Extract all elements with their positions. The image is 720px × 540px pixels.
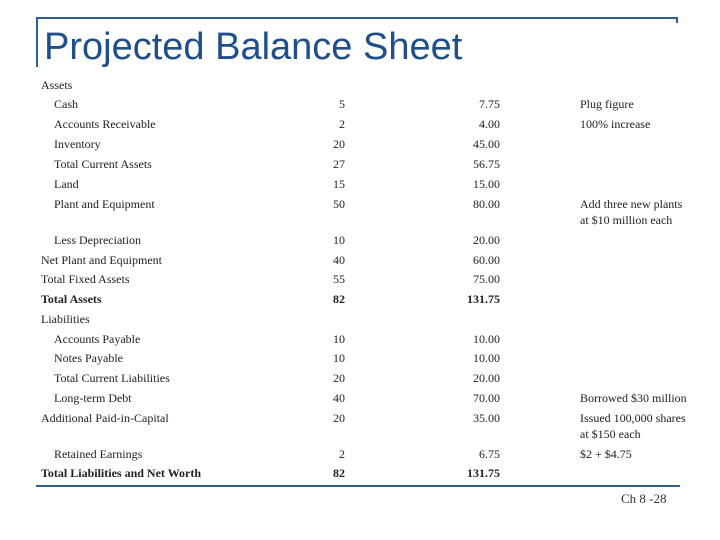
row-value-current: 20 — [333, 137, 345, 151]
row-note: 100% increase — [580, 117, 651, 131]
row-value-projected: 45.00 — [473, 137, 500, 151]
row-value-current: 15 — [333, 177, 345, 191]
row-note: Issued 100,000 shares — [580, 411, 686, 425]
row-label: Land — [54, 177, 79, 191]
row-value-current: 82 — [333, 292, 345, 306]
row-label: Total Assets — [41, 292, 102, 306]
row-value-projected: 131.75 — [467, 292, 500, 306]
row-value-current: 2 — [339, 447, 345, 461]
table-row-cash — [0, 97, 720, 111]
row-value-current: 2 — [339, 117, 345, 131]
row-value-current: 40 — [333, 253, 345, 267]
row-value-projected: 131.75 — [467, 466, 500, 480]
footer-rule — [36, 485, 680, 487]
row-label: Cash — [54, 97, 78, 111]
row-value-current: 40 — [333, 391, 345, 405]
table-row-accounts-payable — [0, 332, 720, 346]
row-value-current: 50 — [333, 197, 345, 211]
row-label: Total Current Liabilities — [54, 371, 170, 385]
table-row-less-depreciation — [0, 233, 720, 247]
row-value-projected: 6.75 — [479, 447, 500, 461]
row-label: Total Liabilities and Net Worth — [41, 466, 202, 480]
row-label: Accounts Receivable — [54, 117, 156, 131]
row-value-projected: 20.00 — [473, 371, 500, 385]
row-label: Total Current Assets — [54, 157, 152, 171]
row-label: Less Depreciation — [54, 233, 141, 247]
row-label: Retained Earnings — [54, 447, 143, 461]
table-row-liabilities-heading — [0, 312, 720, 326]
row-label: Plant and Equipment — [54, 197, 155, 211]
table-row-retained-earnings — [0, 447, 720, 461]
row-value-current: 10 — [333, 332, 345, 346]
table-row-long-term-debt — [0, 391, 720, 405]
table-row-inventory — [0, 137, 720, 151]
row-value-projected: 80.00 — [473, 197, 500, 211]
table-row-total-current-assets — [0, 157, 720, 171]
row-value-current: 82 — [333, 466, 345, 480]
row-value-current: 5 — [339, 97, 345, 111]
row-value-projected: 15.00 — [473, 177, 500, 191]
row-value-projected: 10.00 — [473, 351, 500, 365]
row-note-continued: at $150 each — [580, 427, 641, 441]
row-label: Additional Paid-in-Capital — [41, 411, 169, 425]
row-value-current: 27 — [333, 157, 345, 171]
page-number: Ch 8 -28 — [621, 491, 667, 506]
row-value-current: 55 — [333, 272, 345, 286]
row-value-projected: 70.00 — [473, 391, 500, 405]
row-label: Assets — [41, 78, 73, 92]
row-value-projected: 56.75 — [473, 157, 500, 171]
row-value-projected: 75.00 — [473, 272, 500, 286]
table-row-net-plant-and-equipment — [0, 253, 720, 267]
row-value-projected: 20.00 — [473, 233, 500, 247]
row-label: Long-term Debt — [54, 391, 132, 405]
row-value-projected: 60.00 — [473, 253, 500, 267]
table-row-assets-heading — [0, 78, 720, 92]
row-label: Liabilities — [41, 312, 90, 326]
table-row-total-assets — [0, 292, 720, 306]
page-title: Projected Balance Sheet — [44, 26, 463, 68]
row-value-current: 20 — [333, 411, 345, 425]
row-value-projected: 4.00 — [479, 117, 500, 131]
table-row-total-fixed-assets — [0, 272, 720, 286]
row-value-projected: 10.00 — [473, 332, 500, 346]
row-label: Notes Payable — [54, 351, 123, 365]
row-note-continued: at $10 million each — [580, 213, 673, 227]
row-value-current: 20 — [333, 371, 345, 385]
table-row-accounts-receivable — [0, 117, 720, 131]
row-label: Net Plant and Equipment — [41, 253, 162, 267]
table-row-land — [0, 177, 720, 191]
row-note: Plug figure — [580, 97, 634, 111]
row-note: $2 + $4.75 — [580, 447, 632, 461]
row-label: Total Fixed Assets — [41, 272, 130, 286]
row-label: Inventory — [54, 137, 101, 151]
row-value-current: 10 — [333, 233, 345, 247]
row-label: Accounts Payable — [54, 332, 141, 346]
row-value-projected: 35.00 — [473, 411, 500, 425]
row-value-projected: 7.75 — [479, 97, 500, 111]
table-row-total-liabilities-and-net-worth — [0, 466, 720, 480]
table-row-additional-paid-in-capital — [0, 411, 720, 441]
table-row-total-current-liabilities — [0, 371, 720, 385]
row-note: Borrowed $30 million — [580, 391, 687, 405]
row-note: Add three new plants — [580, 197, 683, 211]
row-value-current: 10 — [333, 351, 345, 365]
table-row-plant-and-equipment — [0, 197, 720, 227]
table-row-notes-payable — [0, 351, 720, 365]
